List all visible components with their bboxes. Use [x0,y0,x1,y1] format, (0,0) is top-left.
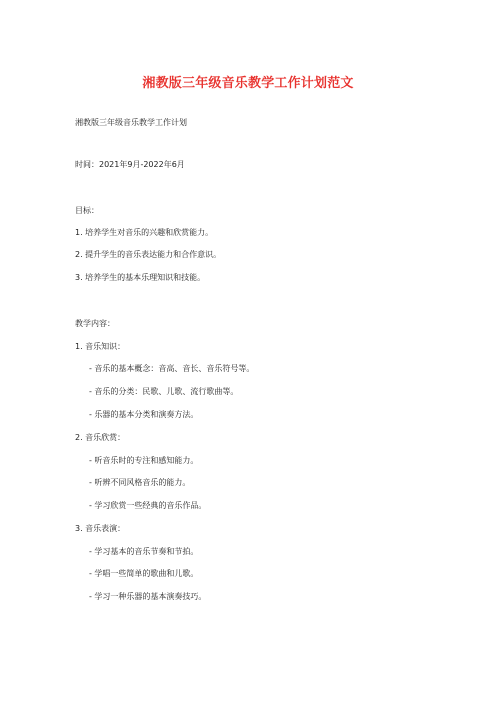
section-heading: 3. 音乐表演： [75,524,126,533]
content-heading: 教学内容： [75,319,115,328]
document-subtitle: 湘教版三年级音乐教学工作计划 [75,118,187,127]
goal-item: 1. 培养学生对音乐的兴趣和欣赏能力。 [75,228,214,237]
section-item: - 听辨不同风格音乐的能力。 [89,478,191,487]
section-item: - 听音乐时的专注和感知能力。 [89,456,199,465]
section-item: - 学唱一些简单的歌曲和儿歌。 [89,569,199,578]
time-range: 时间：2021年9月-2022年6月 [75,160,185,169]
goals-heading: 目标： [75,206,99,215]
section-item: - 音乐的分类：民歌、儿歌、流行歌曲等。 [89,387,239,396]
section-item: - 学习一种乐器的基本演奏技巧。 [89,592,207,601]
section-heading: 1. 音乐知识： [75,342,126,351]
goal-item: 2. 提升学生的音乐表达能力和合作意识。 [75,250,222,259]
goal-item: 3. 培养学生的基本乐理知识和技能。 [75,273,206,282]
section-item: - 学习基本的音乐节奏和节拍。 [89,547,199,556]
section-heading: 2. 音乐欣赏： [75,433,126,442]
document-title: 湘教版三年级音乐教学工作计划范文 [142,76,354,91]
section-item: - 乐器的基本分类和演奏方法。 [89,410,199,419]
section-item: - 音乐的基本概念：音高、音长、音乐符号等。 [89,364,255,373]
section-item: - 学习欣赏一些经典的音乐作品。 [89,501,207,510]
